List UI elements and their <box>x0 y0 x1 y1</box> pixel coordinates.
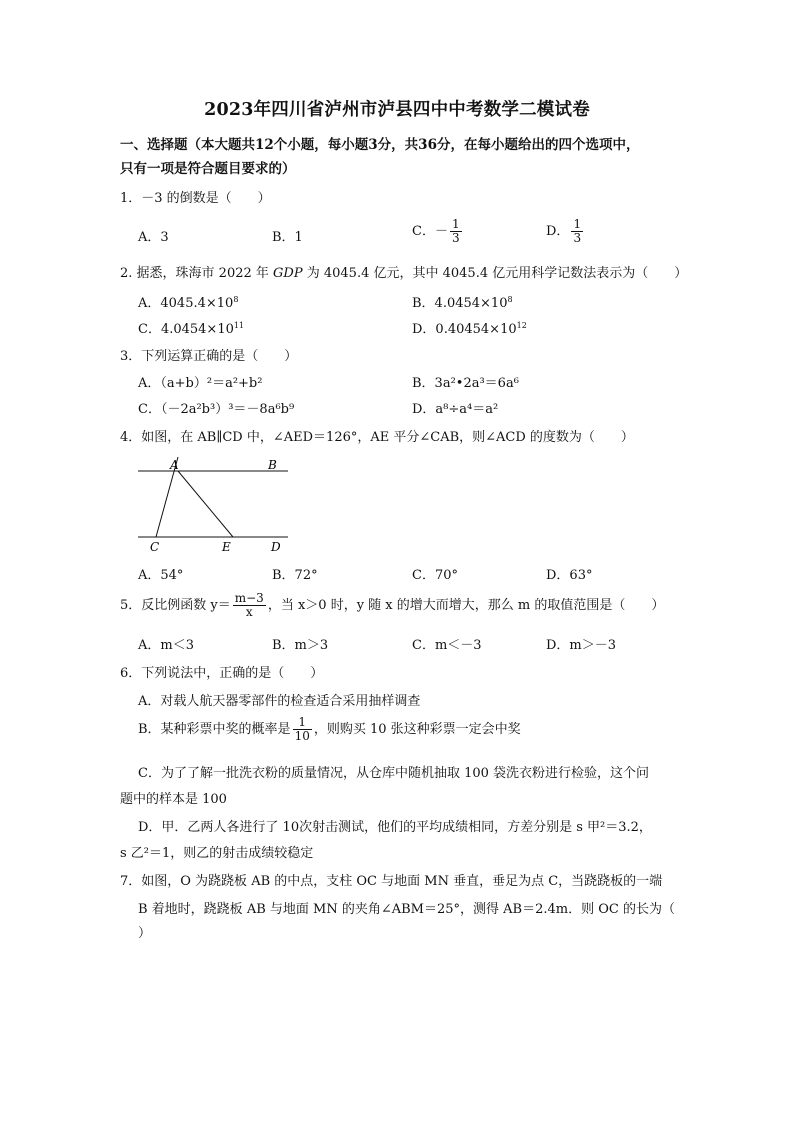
q1-option-d-numerator: 1 <box>573 217 582 231</box>
q2-option-d-exponent: 12 <box>516 321 527 330</box>
q5-option-a: A．m＜3 <box>138 638 194 653</box>
q2-option-a-text: A．4045.4×10 <box>138 296 234 311</box>
line-ae <box>178 471 233 537</box>
q1-option-d-denominator: 3 <box>573 231 582 245</box>
q5-fraction-numerator: m−3 <box>234 591 264 605</box>
q4-figure <box>130 452 300 556</box>
q5-stem-part1: 5．反比例函数 y＝ <box>120 598 231 613</box>
label-c: C <box>150 540 160 554</box>
q1-option-c-denominator: 3 <box>451 231 460 245</box>
q3-option-d: D．a⁸÷a⁴＝a² <box>412 402 499 417</box>
q2-option-a-exponent: 8 <box>233 295 239 304</box>
q6-stem: 6．下列说法中，正确的是（ ） <box>120 666 324 681</box>
q7-stem-line3: ） <box>138 926 152 941</box>
q2-option-b <box>412 292 513 311</box>
q6-option-b-prefix: B．某种彩票中奖的概率是 <box>138 722 291 737</box>
q4-option-d: D．63° <box>546 568 593 583</box>
q4-option-a: A．54° <box>138 568 184 583</box>
q2-option-b-exponent: 8 <box>507 295 513 304</box>
q6-option-c-line2: 题中的样本是 100 <box>120 792 227 807</box>
q5-fraction-denominator: x <box>245 605 253 619</box>
q7-stem-line2: B 着地时，跷跷板 AB 与地面 MN 的夹角∠ABM＝25°，测得 AB＝2.4m．则 OC 的长为（ <box>138 902 675 917</box>
q1-option-d <box>546 218 585 245</box>
q1-stem: 1．－3 的倒数是（ ） <box>120 191 271 206</box>
q2-option-c-text: C．4.0454×10 <box>138 322 234 337</box>
q6-option-b <box>138 716 521 743</box>
q1-option-d-fraction <box>571 218 583 245</box>
q1-option-c-fraction <box>450 218 462 245</box>
q1-option-d-prefix: D． <box>546 224 570 239</box>
q2-option-d-text: D．0.40454×10 <box>412 322 517 337</box>
q6-option-c-line1: C．为了了解一批洗衣粉的质量情况，从仓库中随机抽取 100 袋洗衣粉进行检验，这个问 <box>138 766 650 781</box>
q2-option-a <box>138 292 238 311</box>
q2-stem-part2: 为 4045.4 亿元，其中 4045.4 亿元用科学记数法表示为（ ） <box>302 266 688 281</box>
q3-option-b: B．3a²•2a³＝6a⁶ <box>412 376 519 391</box>
q5-option-c: C．m＜－3 <box>412 638 482 653</box>
q1-option-a: A．3 <box>138 230 169 245</box>
q2-option-b-text: B．4.0454×10 <box>412 296 508 311</box>
q2-stem-part1: 2. 据悉，珠海市 2022 年 <box>120 266 274 281</box>
q6-option-b-numerator: 1 <box>293 716 312 730</box>
q5-stem <box>120 592 664 619</box>
q2-option-c-exponent: 11 <box>233 321 245 330</box>
q3-stem: 3．下列运算正确的是（ ） <box>120 349 298 364</box>
q6-option-b-denominator: 10 <box>294 729 310 743</box>
q5-stem-part2: ，当 x＞0 时，y 随 x 的增大而增大，那么 m 的取值范围是（ ） <box>267 598 665 613</box>
label-e: E <box>222 540 231 554</box>
q4-stem: 4．如图，在 AB∥CD 中，∠AED＝126°，AE 平分∠CAB，则∠ACD 的度数为（ ） <box>120 430 634 445</box>
q6-option-a: A．对载人航天器零部件的检查适合采用抽样调查 <box>138 694 421 709</box>
q6-option-b-fraction <box>293 716 312 743</box>
q3-option-c: C．（－2a²b³）³＝－8a⁶b⁹ <box>138 402 295 417</box>
q2-option-c <box>138 318 244 337</box>
q5-option-d: D．m＞－3 <box>546 638 617 653</box>
section-heading-line1: 一、选择题（本大题共12个小题，每小题3分，共36分，在每小题给出的四个选项中， <box>120 137 640 153</box>
q5-option-b: B．m＞3 <box>272 638 329 653</box>
label-a: A <box>170 458 179 472</box>
q4-option-b: B．72° <box>272 568 318 583</box>
q2-stem <box>120 262 687 281</box>
label-d: D <box>271 540 281 554</box>
label-b: B <box>268 458 277 472</box>
q1-option-b: B．1 <box>272 230 303 245</box>
q2-option-d <box>412 318 527 337</box>
q7-stem-line1: 7．如图，O 为跷跷板 AB 的中点，支柱 OC 与地面 MN 垂直，垂足为点 C，当跷跷板的一端 <box>120 874 663 889</box>
q3-option-a: A．（a+b）²＝a²+b² <box>138 376 263 391</box>
q1-option-c-numerator: 1 <box>451 217 460 231</box>
q5-fraction <box>233 592 266 619</box>
q6-option-d-line2: s 乙²＝1，则乙的射击成绩较稳定 <box>120 846 314 861</box>
q6-option-b-suffix: ，则购买 10 张这种彩票一定会中奖 <box>313 722 521 737</box>
q2-stem-gdp: GDP <box>273 266 303 281</box>
q1-option-c <box>412 218 464 245</box>
section-heading-line2: 只有一项是符合题目要求的） <box>120 161 296 177</box>
page-title: 2023年四川省泸州市泸县四中中考数学二模试卷 <box>204 100 590 120</box>
q4-option-c: C．70° <box>412 568 458 583</box>
q6-option-d-line1: D．甲．乙两人各进行了 10次射击测试，他们的平均成绩相同，方差分别是 s 甲²＝3.2， <box>138 820 652 835</box>
q1-option-c-prefix: C．－ <box>412 224 448 239</box>
